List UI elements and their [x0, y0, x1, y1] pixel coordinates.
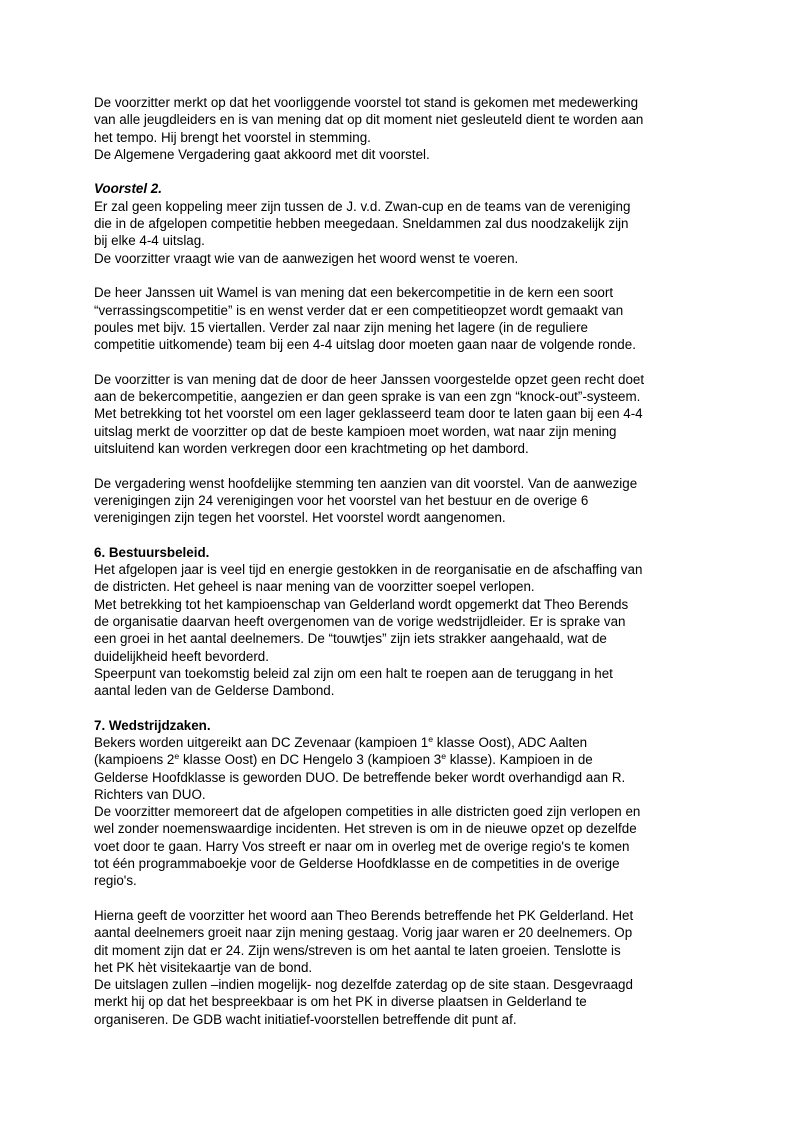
text-run: organiseren. De GDB wacht initiatief-voorstellen betreffende dit punt af.	[94, 1011, 517, 1027]
text-line	[94, 924, 719, 941]
text-line	[94, 1011, 719, 1028]
text-run: Met betrekking tot het voorstel om een lager geklasseerd team door te laten gaan bij een 4-4	[94, 406, 643, 422]
text-line	[94, 751, 719, 768]
text-line	[94, 319, 719, 336]
text-line	[94, 855, 719, 872]
text-line	[94, 232, 719, 249]
text-line	[94, 907, 719, 924]
superscript-text: e	[174, 751, 180, 762]
text-run: Met betrekking tot het kampioenschap van Gelderland wordt opgemerkt dat Theo Berends	[94, 596, 629, 612]
paragraph	[94, 371, 719, 457]
text-run: regio's.	[94, 873, 137, 889]
text-run: wel zonder noemenswaardige incidenten. Het streven is om in de nieuwe opzet op dezelfde	[94, 821, 637, 837]
superscript-text: e	[441, 751, 447, 762]
text-line	[94, 250, 719, 267]
text-run: 7. Wedstrijdzaken.	[94, 717, 211, 733]
text-line	[94, 405, 719, 422]
text-run: De Algemene Vergadering gaat akkoord met dit voorstel.	[94, 146, 430, 162]
text-run: Richters van DUO.	[94, 786, 206, 802]
text-line	[94, 838, 719, 855]
text-run: voet door te gaan. Harry Vos streeft er naar om in overleg met de overige regio's te komen	[94, 838, 630, 854]
text-run: Er zal geen koppeling meer zijn tussen de J. v.d. Zwan-cup en de teams van de vereniging	[94, 198, 631, 214]
text-run: aantal leden van de Gelderse Dambond.	[94, 683, 335, 699]
text-line	[94, 734, 719, 751]
text-line	[94, 665, 719, 682]
text-line	[94, 613, 719, 630]
text-run: klasse Oost), ADC Aalten	[433, 734, 588, 750]
text-line	[94, 648, 719, 665]
text-run: poules met bijv. 15 viertallen. Verder zal naar zijn mening het lagere (in de reguliere	[94, 319, 588, 335]
text-line	[94, 302, 719, 319]
text-run: competitie uitkomende) team bij een 4-4 uitslag door moeten gaan naar de volgende ronde.	[94, 337, 636, 353]
text-run: de organisatie daarvan heeft overgenomen van de vorige wedstrijdleider. Er is sprake van	[94, 613, 626, 629]
text-run: Bekers worden uitgereikt aan DC Zevenaar (kampioen 1	[94, 734, 429, 750]
paragraph-spacer	[94, 890, 719, 907]
text-line	[94, 976, 719, 993]
text-line	[94, 180, 719, 197]
text-line	[94, 942, 719, 959]
text-run: Gelderse Hoofdklasse is geworden DUO. De betreffende beker wordt overhandigd aan R.	[94, 769, 626, 785]
paragraph	[94, 907, 719, 1028]
text-line	[94, 959, 719, 976]
text-line	[94, 630, 719, 647]
text-line	[94, 146, 719, 163]
text-line	[94, 111, 719, 128]
text-line	[94, 423, 719, 440]
text-run: “verrassingscompetitie” is en wenst verder dat er een competitieopzet wordt gemaakt van	[94, 302, 624, 318]
text-line	[94, 578, 719, 595]
paragraph-spacer	[94, 526, 719, 543]
text-line	[94, 509, 719, 526]
text-run: Speerpunt van toekomstig beleid zal zijn om een halt te roepen aan de teruggang in het	[94, 665, 613, 681]
text-run: merkt hij op dat het bespreekbaar is om het PK in diverse plaatsen in Gelderland te	[94, 994, 587, 1010]
text-line	[94, 561, 719, 578]
text-run: De uitslagen zullen –indien mogelijk- nog dezelfde zaterdag op de site staan. Desgevraagd	[94, 977, 633, 993]
paragraph-spacer	[94, 457, 719, 474]
text-run: klasse). Kampioen in de	[446, 752, 593, 768]
text-run: De voorzitter memoreert dat de afgelopen competities in alle districten goed zijn verlopen en	[94, 804, 641, 820]
text-run: een groei in het aantal deelnemers. De “touwtjes” zijn iets strakker aangehaald, wat de	[94, 631, 607, 647]
section-heading	[94, 717, 719, 734]
paragraph-spacer	[94, 267, 719, 284]
paragraph-spacer	[94, 353, 719, 370]
paragraph	[94, 198, 719, 267]
document-content	[94, 94, 719, 1028]
superscript-text: e	[428, 733, 434, 744]
text-line	[94, 94, 719, 111]
text-run: uitsluitend kan worden verkregen door een krachtmeting op het dambord.	[94, 440, 529, 456]
text-run: aantal deelnemers groeit naar zijn mening gestaag. Vorig jaar waren er 20 deelnemers. Op	[94, 925, 633, 941]
text-run: verenigingen zijn 24 verenigingen voor het voorstel van het bestuur en de overige 6	[94, 492, 589, 508]
paragraph	[94, 284, 719, 353]
text-run: De voorzitter vraagt wie van de aanwezigen het woord wenst te voeren.	[94, 250, 519, 266]
paragraph	[94, 94, 719, 163]
text-run: van alle jeugdleiders en is van mening dat op dit moment niet gesleuteld dient te worden aan	[94, 112, 644, 128]
text-run: dit moment zijn dat er 24. Zijn wens/streven is om het aantal te laten groeien. Tenslotte is	[94, 942, 621, 958]
text-line	[94, 440, 719, 457]
text-line	[94, 475, 719, 492]
text-line	[94, 717, 719, 734]
text-run: duidelijkheid heeft bevorderd.	[94, 648, 269, 664]
text-line	[94, 820, 719, 837]
text-run: klasse Oost) en DC Hengelo 3 (kampioen 3	[179, 752, 442, 768]
text-run: (kampioens 2	[94, 752, 175, 768]
text-line	[94, 336, 719, 353]
text-line	[94, 284, 719, 301]
text-run: Voorstel 2.	[94, 181, 162, 197]
paragraph-spacer	[94, 699, 719, 716]
text-run: Hierna geeft de voorzitter het woord aan Theo Berends betreffende het PK Gelderland. Het	[94, 907, 634, 923]
text-run: 6. Bestuursbeleid.	[94, 544, 210, 560]
text-run: het PK hèt visitekaartje van de bond.	[94, 959, 313, 975]
text-run: aan de bekercompetitie, aangezien er dan geen sprake is van een zgn “knock-out”-systeem.	[94, 389, 641, 405]
paragraph	[94, 734, 719, 890]
text-run: het tempo. Hij brengt het voorstel in stemming.	[94, 129, 371, 145]
text-line	[94, 786, 719, 803]
section-heading	[94, 544, 719, 561]
text-line	[94, 129, 719, 146]
text-line	[94, 371, 719, 388]
text-run: de districten. Het geheel is naar mening van de voorzitter soepel verlopen.	[94, 579, 535, 595]
text-line	[94, 993, 719, 1010]
text-line	[94, 769, 719, 786]
text-line	[94, 492, 719, 509]
text-line	[94, 872, 719, 889]
text-run: De heer Janssen uit Wamel is van mening dat een bekercompetitie in de kern een soort	[94, 285, 614, 301]
text-run: verenigingen zijn tegen het voorstel. Het voorstel wordt aangenomen.	[94, 510, 506, 526]
paragraph	[94, 475, 719, 527]
text-line	[94, 215, 719, 232]
paragraph	[94, 561, 719, 699]
text-run: De voorzitter is van mening dat de door de heer Janssen voorgestelde opzet geen recht doet	[94, 371, 645, 387]
text-line	[94, 388, 719, 405]
text-line	[94, 682, 719, 699]
text-run: die in de afgelopen competitie hebben meegedaan. Sneldammen zal dus noodzakelijk zijn	[94, 216, 629, 232]
text-run: De voorzitter merkt op dat het voorliggende voorstel tot stand is gekomen met medewerking	[94, 95, 639, 110]
text-line	[94, 803, 719, 820]
section-heading	[94, 180, 719, 197]
text-line	[94, 198, 719, 215]
text-run: De vergadering wenst hoofdelijke stemming ten aanzien van dit voorstel. Van de aanwezige	[94, 475, 638, 491]
text-run: Het afgelopen jaar is veel tijd en energie gestokken in de reorganisatie en de afschaffing van	[94, 562, 643, 578]
text-run: bij elke 4-4 uitslag.	[94, 233, 205, 249]
text-run: tot één programmaboekje voor de Gelderse Hoofdklasse en de competities in de overige	[94, 856, 620, 872]
paragraph-spacer	[94, 163, 719, 180]
text-run: uitslag merkt de voorzitter op dat de beste kampioen moet worden, wat naar zijn mening	[94, 423, 617, 439]
text-line	[94, 544, 719, 561]
text-line	[94, 596, 719, 613]
